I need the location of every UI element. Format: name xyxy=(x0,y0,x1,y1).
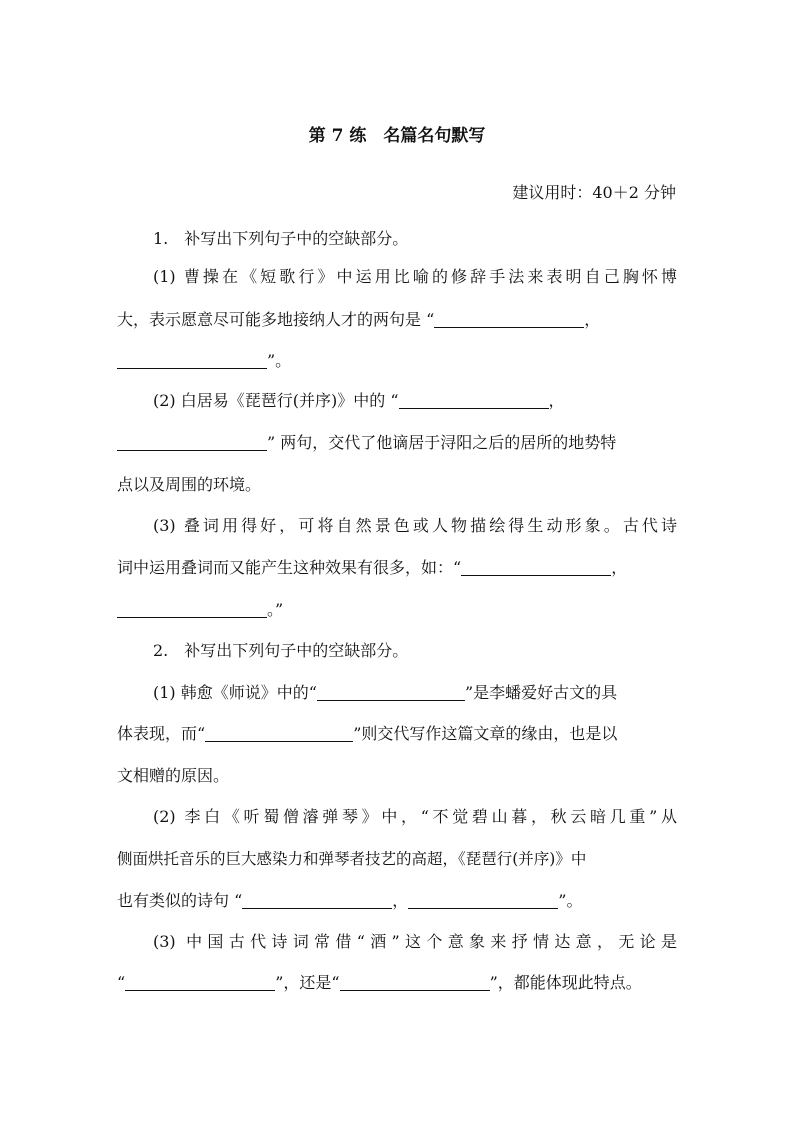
q1-p2-text: (2) 白居易《琵琶行(并序)》中的 “ xyxy=(153,391,399,410)
q1-p1-comma: ， xyxy=(584,310,601,329)
q2-p2-line1: (2) 李白《听蜀僧濬弹琴》中，“不觉碧山暮，秋云暗几重”从 xyxy=(153,807,677,826)
q1-heading: 1. 补写出下列句子中的空缺部分。 xyxy=(153,229,409,248)
answer-blank[interactable] xyxy=(461,559,611,576)
answer-blank[interactable] xyxy=(408,892,558,909)
q1-p2-comma: ， xyxy=(548,391,565,410)
q2-p2-text: 也有类似的诗句 “ xyxy=(117,891,243,910)
answer-blank[interactable] xyxy=(340,974,490,991)
q2-p2-line2: 侧面烘托音乐的巨大感染力和弹琴者技艺的高超，《琵琶行(并序)》中 xyxy=(117,850,587,868)
answer-blank[interactable] xyxy=(117,434,267,451)
q1-p3-text: 词中运用叠词而又能产生这种效果有很多，如：“ xyxy=(117,558,462,577)
q2-p2-comma: ， xyxy=(392,891,409,910)
page-title: 第 7 练 名篇名句默写 xyxy=(308,126,486,146)
q1-p2-line1 xyxy=(153,390,677,412)
q1-p3-comma: ， xyxy=(611,558,628,577)
answer-blank[interactable] xyxy=(117,601,267,618)
answer-blank[interactable] xyxy=(434,311,584,328)
q1-p3-line1: (3) 叠词用得好，可将自然景色或人物描绘得生动形象。古代诗 xyxy=(153,516,677,535)
q1-p1-line2 xyxy=(117,309,677,331)
q1-p3-line3 xyxy=(117,599,677,621)
q2-p1-line1 xyxy=(153,682,677,704)
q2-p3-line1: (3) 中国古代诗词常借“酒”这个意象来抒情达意，无论是 xyxy=(153,932,677,951)
q1-p2-text2: ” 两句，交代了他谪居于浔阳之后的居所的地势特 xyxy=(267,433,617,452)
answer-blank[interactable] xyxy=(317,684,465,701)
answer-blank[interactable] xyxy=(117,352,267,369)
q1-p2-line2 xyxy=(117,432,677,454)
q1-p3-line2 xyxy=(117,557,677,579)
q1-p3-end: 。” xyxy=(267,600,284,619)
q2-p1-line3: 文相赠的原因。 xyxy=(117,766,230,785)
time-suggestion: 建议用时：40＋2 分钟 xyxy=(512,183,676,202)
q1-p2-line3: 点以及周围的环境。 xyxy=(117,475,262,494)
q2-p1-text2: ”是李蟠爱好古文的具 xyxy=(464,683,618,702)
q2-p1-line2 xyxy=(117,723,677,745)
q2-p1-text: (1) 韩愈《师说》中的“ xyxy=(153,683,317,702)
q2-p2-end: ”。 xyxy=(558,891,583,910)
q1-p1-text: 大，表示愿意尽可能多地接纳人才的两句是 “ xyxy=(117,310,435,329)
q2-p2-line3 xyxy=(117,890,677,912)
q2-p3-text: ”，还是“ xyxy=(275,973,340,992)
q2-p1-text3: 体表现，而“ xyxy=(117,724,206,743)
answer-blank[interactable] xyxy=(205,725,353,742)
answer-blank[interactable] xyxy=(242,892,392,909)
q2-p3-quote: “ xyxy=(117,973,126,992)
q2-heading: 2. 补写出下列句子中的空缺部分。 xyxy=(153,641,409,660)
q1-p1-line3 xyxy=(117,350,677,372)
answer-blank[interactable] xyxy=(399,392,549,409)
answer-blank[interactable] xyxy=(125,974,275,991)
q1-p1-end: ”。 xyxy=(267,351,292,370)
q1-p1-line1: (1) 曹操在《短歌行》中运用比喻的修辞手法来表明自己胸怀博 xyxy=(153,267,677,286)
q2-p3-end: ”，都能体现此特点。 xyxy=(489,973,642,992)
q2-p1-text4: ”则交代写作这篇文章的缘由，也是以 xyxy=(353,724,618,743)
q2-p3-line2 xyxy=(117,972,677,994)
